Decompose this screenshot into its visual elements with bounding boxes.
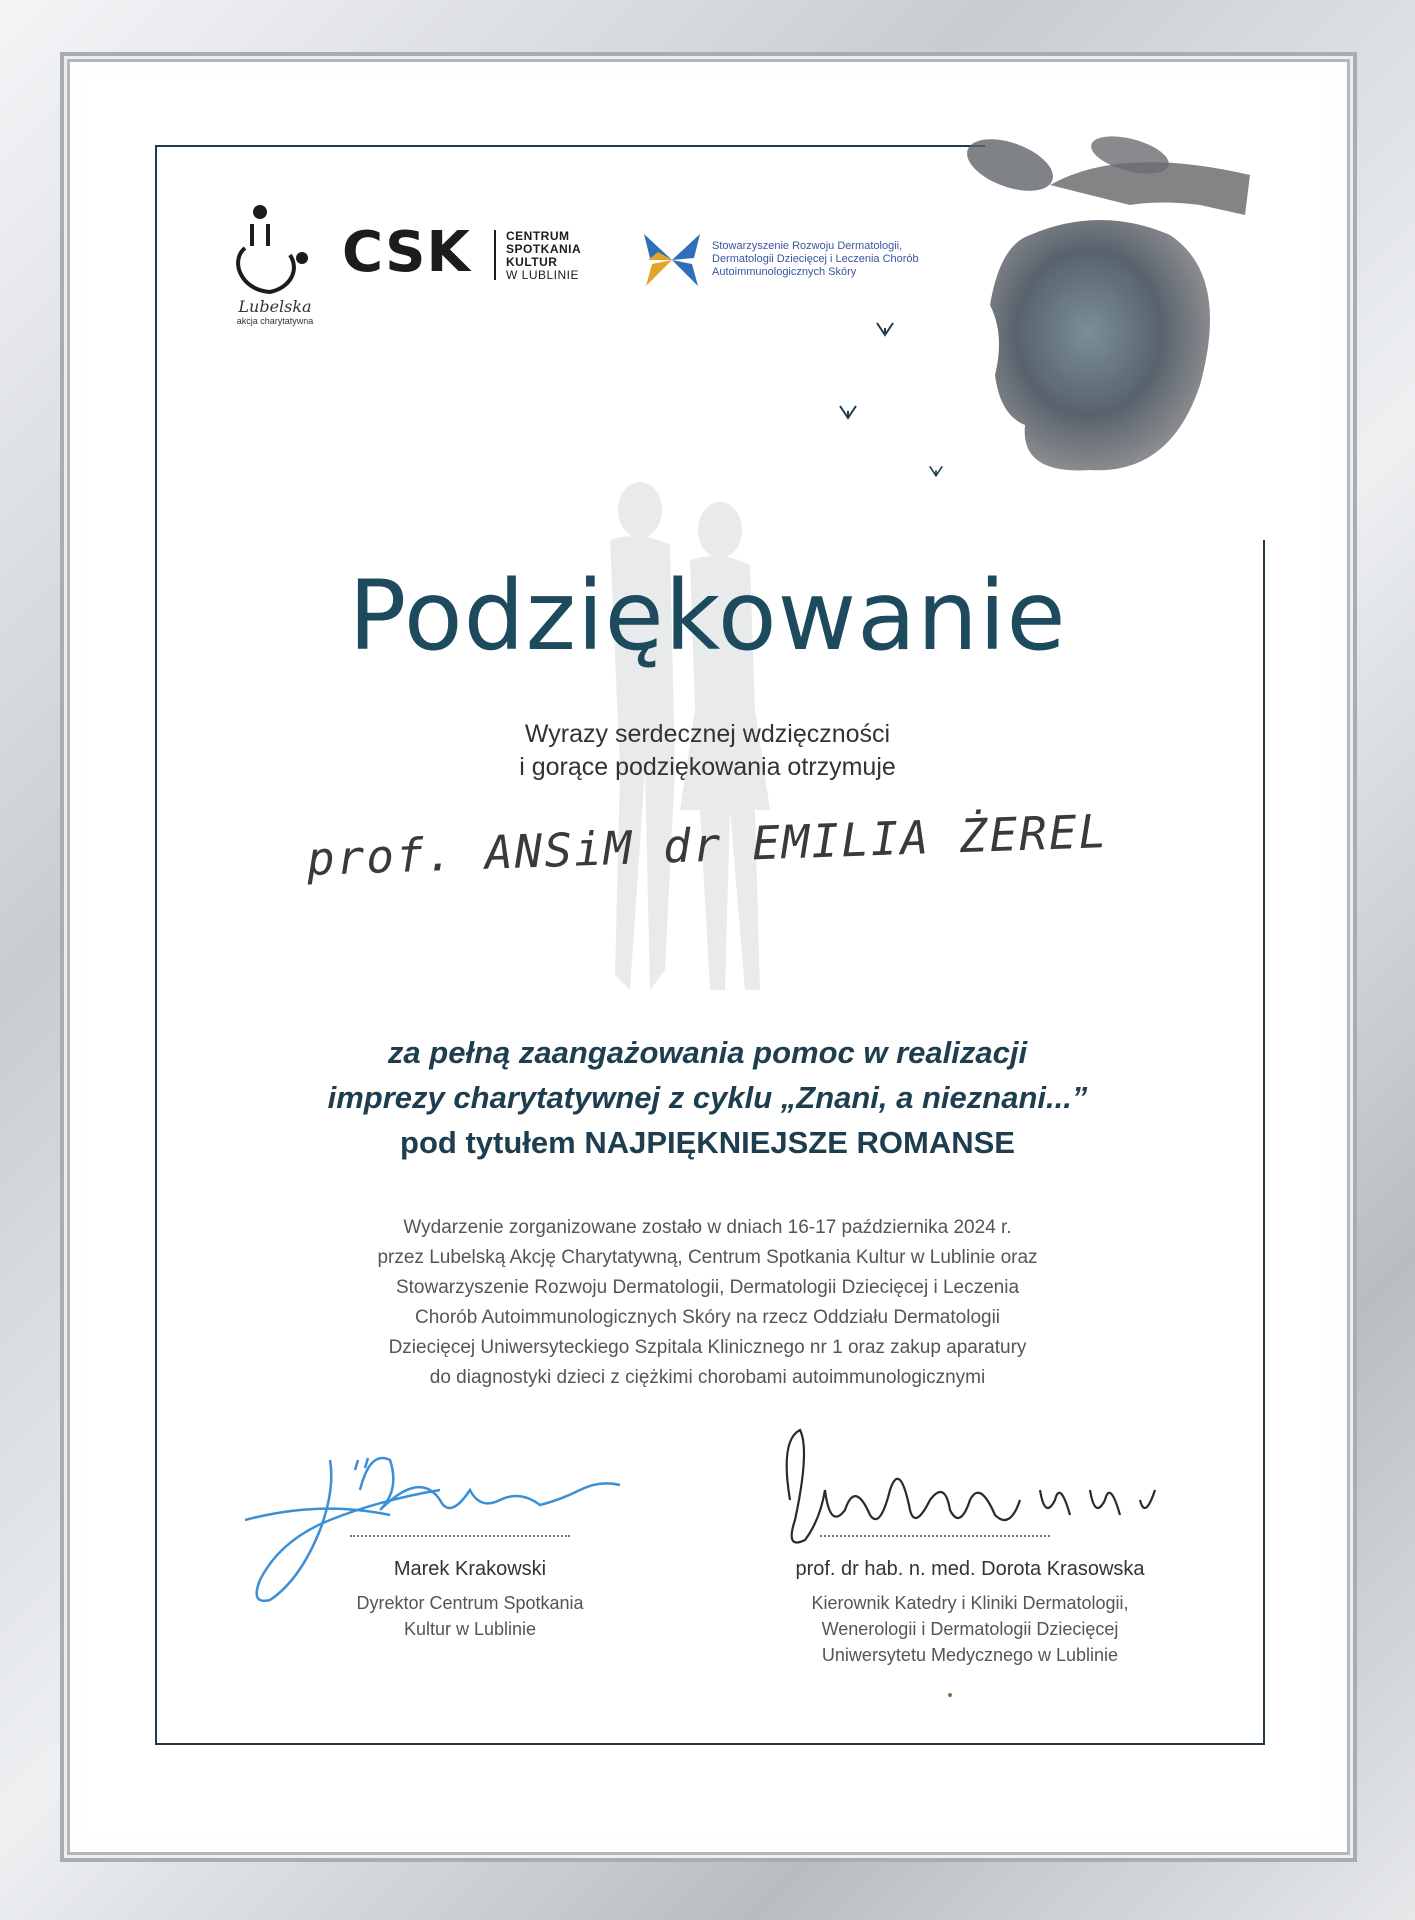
desc-line4: Chorób Autoimmunologicznych Skóry na rzecz Oddziału Dermatologii <box>414 1307 1001 1328</box>
csk-line2: SPOTKANIA <box>506 242 582 256</box>
certificate-reason <box>200 1030 1215 1165</box>
desc-line3: Stowarzyszenie Rozwoju Dermatologii, Dermatologii Dziecięcej i Leczenia <box>395 1277 1020 1298</box>
border-bottom <box>155 1743 1265 1745</box>
signature-right-image <box>710 1420 1230 1570</box>
certificate-title: Podziękowanie <box>348 560 1067 672</box>
signer-right-name: prof. dr hab. n. med. Dorota Krasowska <box>795 1558 1145 1580</box>
csk-line1: CENTRUM <box>506 229 570 243</box>
desc-line2: przez Lubelską Akcję Charytatywną, Centrum Spotkania Kultur w Lublinie oraz <box>377 1247 1038 1268</box>
heart-doodle-icon <box>838 403 858 421</box>
stowarzyszenie-logo <box>640 228 960 298</box>
border-left <box>155 145 157 1745</box>
apple-illustration <box>960 135 1260 485</box>
paper-speck <box>948 1693 952 1697</box>
stow-line1: Stowarzyszenie Rozwoju Dermatologii, <box>712 240 903 252</box>
desc-line6: do diagnostyki dzieci z ciężkimi chorobami autoimmunologicznymi <box>429 1367 986 1388</box>
lubelska-script: Lubelska <box>238 297 312 316</box>
heart-doodle-icon <box>928 464 944 478</box>
certificate-subtitle <box>200 718 1215 784</box>
signer-left-name: Marek Krakowski <box>393 1558 547 1580</box>
signer-right-role-line3: Uniwersytetu Medycznego w Lublinie <box>821 1645 1119 1665</box>
recipient-name: prof. ANSiM dr EMILIA ŻEREL <box>305 804 1110 886</box>
csk-fullname <box>506 230 581 282</box>
signer-left-role-line1: Dyrektor Centrum Spotkania <box>356 1593 584 1613</box>
signer-left-role <box>260 1590 680 1642</box>
csk-line4: W LUBLINIE <box>506 268 580 282</box>
csk-line3: KULTUR <box>506 255 558 269</box>
csk-logo <box>342 218 642 298</box>
desc-line5: Dziecięcej Uniwersyteckiego Szpitala Klinicznego nr 1 oraz zakup aparatury <box>388 1337 1027 1358</box>
csk-separator <box>494 230 496 280</box>
csk-abbr: CSK <box>342 220 471 285</box>
event-description <box>200 1213 1215 1393</box>
border-top <box>155 145 985 147</box>
reason-line3 <box>200 1120 1215 1165</box>
signature-line-left <box>350 1535 570 1537</box>
reason-line3-title: NAJPIĘKNIEJSZE ROMANSE <box>584 1125 1015 1160</box>
heart-doodle-icon <box>875 320 895 338</box>
signature-block-left <box>260 1440 680 1680</box>
signer-right-role <box>710 1590 1230 1668</box>
reason-line3-prefix: pod tytułem <box>400 1125 576 1160</box>
butterfly-icon <box>640 228 704 292</box>
stow-line2: Dermatologii Dziecięcej i Leczenia Chorób <box>712 253 919 265</box>
border-right <box>1263 540 1265 1745</box>
lubelska-logo <box>230 200 320 330</box>
reason-line2: imprezy charytatywnej z cyklu „Znani, a nieznani...” <box>327 1080 1088 1115</box>
signature-line-right <box>820 1535 1050 1537</box>
signer-left-role-line2: Kultur w Lublinie <box>403 1619 537 1639</box>
lubelska-heart-icon <box>230 200 320 298</box>
signer-right-role-line2: Wenerologii i Dermatologii Dziecięcej <box>821 1619 1119 1639</box>
stowarzyszenie-name <box>712 240 919 279</box>
reason-line1: za pełną zaangażowania pomoc w realizacji <box>387 1035 1028 1070</box>
stow-line3: Autoimmunologicznych Skóry <box>712 266 857 278</box>
subtitle-line2: i gorące podziękowania otrzymuje <box>519 753 896 781</box>
logo-row <box>230 200 950 330</box>
subtitle-line1: Wyrazy serdecznej wdzięczności <box>524 720 891 748</box>
signature-left-image <box>240 1430 660 1610</box>
desc-line1: Wydarzenie zorganizowane zostało w dniach 16-17 października 2024 r. <box>403 1217 1012 1238</box>
lubelska-sub: akcja charytatywna <box>236 316 314 326</box>
signer-right-role-line1: Kierownik Katedry i Kliniki Dermatologii, <box>811 1593 1129 1613</box>
signature-block-right <box>710 1420 1230 1680</box>
